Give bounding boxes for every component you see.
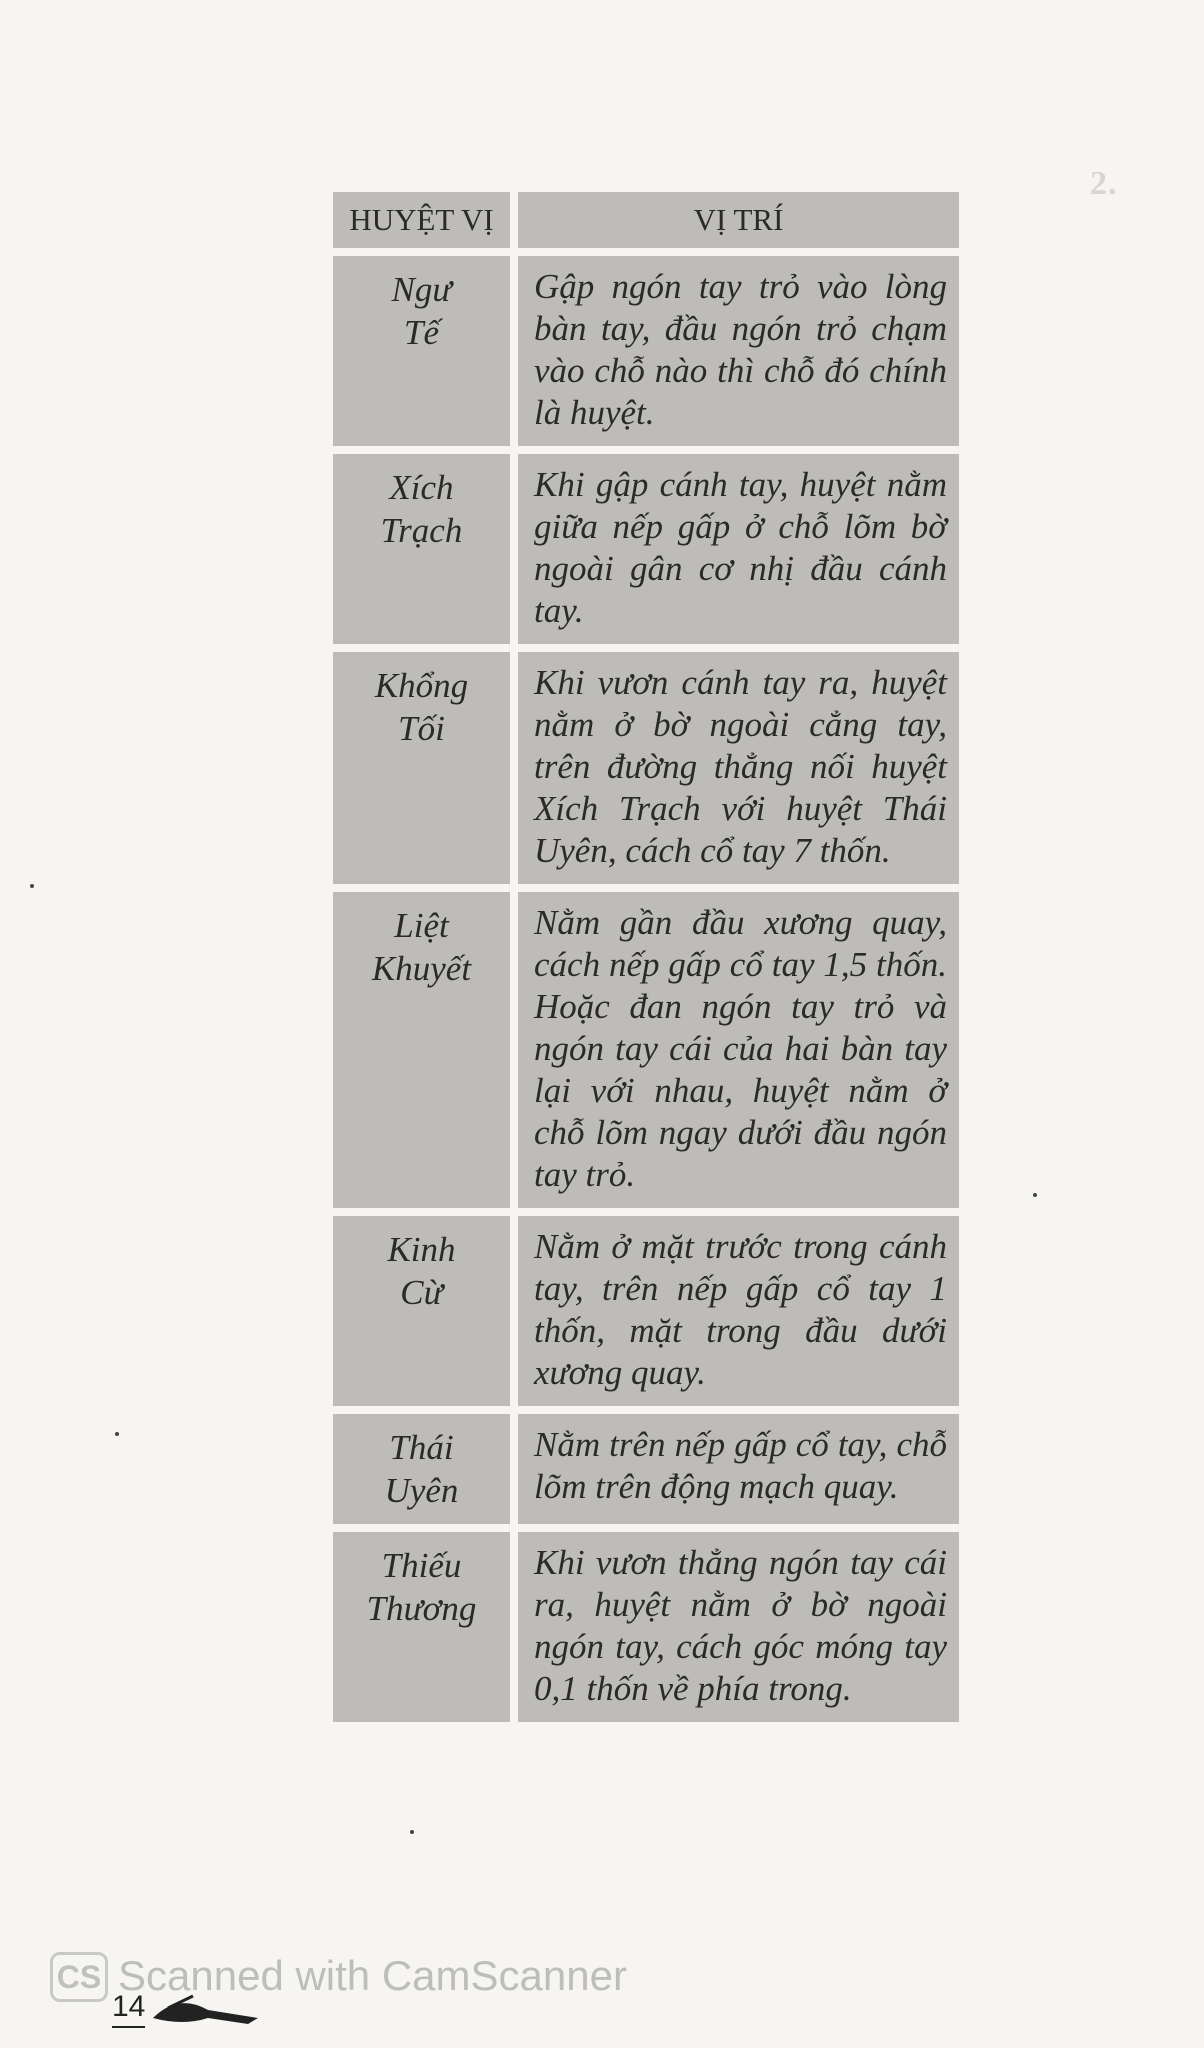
camscanner-logo-icon: CS	[50, 1952, 108, 2002]
acupoint-location: Khi gập cánh tay, huyệt nằm giữa nếp gấp ở chỗ lõm bờ ngoài gân cơ nhị đầu cánh tay.	[518, 454, 959, 644]
table-row	[333, 652, 959, 884]
acupoint-name: Thiếu Thương	[333, 1532, 510, 1722]
acupoint-location: Nằm gần đầu xương quay, cách nếp gấp cổ tay 1,5 thốn. Hoặc đan ngón tay trỏ và ngón tay cái của hai bàn tay lại với nhau, huyệt nằm ở chỗ lõm ngay dưới đầu ngón tay trỏ.	[518, 892, 959, 1208]
header-acupoint: HUYỆT VỊ	[333, 192, 510, 248]
acupoint-name: Liệt Khuyết	[333, 892, 510, 1208]
acupoint-name: Kinh Cừ	[333, 1216, 510, 1406]
acupoint-name: Xích Trạch	[333, 454, 510, 644]
table-row	[333, 1414, 959, 1524]
page-number: 14	[112, 1990, 145, 2028]
acupoint-location: Nằm trên nếp gấp cổ tay, chỗ lõm trên động mạch quay.	[518, 1414, 959, 1524]
speck	[115, 1432, 119, 1436]
table-row	[333, 1216, 959, 1406]
bleed-through-heading: 2.	[1090, 165, 1118, 202]
acupoint-name: Ngư Tế	[333, 256, 510, 446]
header-location: VỊ TRÍ	[518, 192, 959, 248]
acupoint-table	[325, 184, 967, 1730]
acupoint-location: Khi vươn cánh tay ra, huyệt nằm ở bờ ngoài cẳng tay, trên đường thẳng nối huyệt Xích Trạch với huyệt Thái Uyên, cách cổ tay 7 thốn.	[518, 652, 959, 884]
acupoint-location: Gập ngón tay trỏ vào lòng bàn tay, đầu ngón trỏ chạm vào chỗ nào thì chỗ đó chính là huyệt.	[518, 256, 959, 446]
acupoint-location: Khi vươn thẳng ngón tay cái ra, huyệt nằm ở bờ ngoài ngón tay, cách góc móng tay 0,1 thốn về phía trong.	[518, 1532, 959, 1722]
table-row	[333, 454, 959, 644]
acupoint-name: Khổng Tối	[333, 652, 510, 884]
speck	[410, 1830, 414, 1834]
table-row	[333, 892, 959, 1208]
speck	[1033, 1193, 1037, 1197]
acupoint-location: Nằm ở mặt trước trong cánh tay, trên nếp gấp cổ tay 1 thốn, mặt trong đầu dưới xương quay.	[518, 1216, 959, 1406]
table-header-row	[333, 192, 959, 248]
speck	[30, 884, 34, 888]
table-row	[333, 256, 959, 446]
acupoint-name: Thái Uyên	[333, 1414, 510, 1524]
camscanner-watermark: Scanned with CamScanner	[118, 1952, 627, 1999]
pen-ornament-icon	[148, 1988, 268, 2028]
table-row	[333, 1532, 959, 1722]
